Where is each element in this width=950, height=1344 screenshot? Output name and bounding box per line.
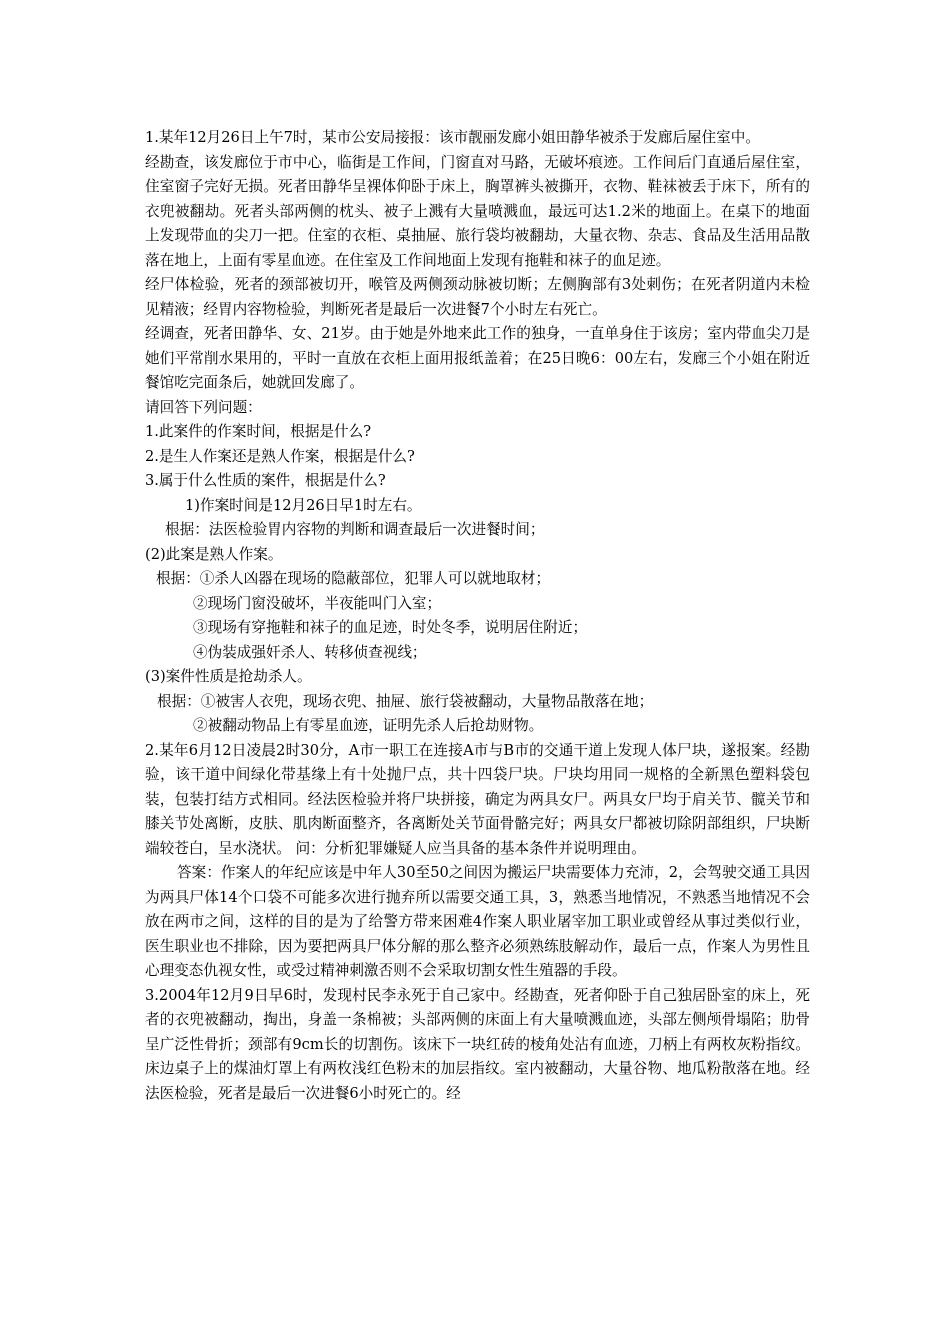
answer-2-basis-3: ③现场有穿拖鞋和袜子的血足迹，时处冬季，说明居住附近； — [193, 619, 588, 636]
answer-2-basis-2: ②现场门窗没破坏，半夜能叫门入室； — [193, 594, 442, 612]
answer-2-basis-4: ④伪装成强奸杀人、转移侦查视线； — [193, 643, 427, 661]
question-3: 3.属于什么性质的案件，根据是什么? — [145, 472, 386, 489]
question-1: 1.此案件的作案时间，根据是什么? — [145, 423, 372, 440]
case1-autopsy: 经尸体检验，死者的颈部被切开，喉管及两侧颈动脉被切断；左侧胸部有3处刺伤；在死者阴道内未检见精液；经胃内容物检验，判断死者是最后一次进餐7个小时左右死亡。 — [145, 276, 810, 318]
answer-3-basis-1: 根据：①被害人衣兜，现场衣兜、抽屉、旅行袋被翻动，大量物品散落在地； — [157, 692, 654, 710]
case1-intro: 1.某年12月26日上午7时，某市公安局接报：该市靓丽发廊小姐田静华被杀于发廊后屋住室中。 — [145, 129, 760, 146]
case2-answer: 答案：作案人的年纪应该是中年人30至50之间因为搬运尸块需要体力充沛，2，会驾驶交通工具因为两具尸体14个口袋不可能多次进行抛弃所以需要交通工具，3，熟悉当地情况，不熟悉当地情况不会放在两市之间，这样的目的是为了给警方带来困难4作案人职业屠宰加工职业或曾经从事过类似行业，医生职业也不排除，因为要把两具尸体分解的那么整齐必须熟练肢解动作，最后一点，作案人为男性且心理变态仇视女性，或受过精神刺激否则不会采取切割女性生殖器的手段。 — [145, 864, 810, 979]
answer-1: 1)作案时间是12月26日早1时左右。 — [185, 496, 422, 514]
questions-heading: 请回答下列问题： — [145, 398, 262, 416]
document-body — [145, 126, 810, 1106]
answer-3-basis-2: ②被翻动物品上有零星血迹，证明先杀人后抢劫财物。 — [193, 717, 544, 734]
case2-description: 2.某年6月12日凌晨2时30分，A市一职工在连接A市与B市的交通干道上发现人体尸块，遂报案。经勘验，该干道中间绿化带基缘上有十处抛尸点，共十四袋尸块。尸块均用同一规格的全新黑色塑料袋包装，包装打结方式相同。经法医检验并将尸块拼接，确定为两具女尸。两具女尸均于肩关节、髋关节和膝关节处离断，皮肤、肌肉断面整齐，各离断处关节面骨骼完好；两具女尸都被切除阴部组织，尸块断端较苍白，呈水浇状。 问：分析犯罪嫌疑人应当具备的基本条件并说明理由。 — [145, 741, 810, 857]
answer-2-basis-1: 根据：①杀人凶器在现场的隐蔽部位，犯罪人可以就地取材； — [156, 570, 551, 587]
answer-2: (2)此案是熟人作案。 — [145, 545, 283, 563]
answer-3: (3)案件性质是抢劫杀人。 — [145, 668, 312, 685]
answer-1-basis: 根据：法医检验胃内容物的判断和调查最后一次进餐时间； — [165, 521, 545, 538]
case3-description: 3.2004年12月9日早6时，发现村民李永死于自己家中。经勘查，死者仰卧于自己独居卧室的床上，死者的衣兜被翻动，掏出，身盖一条棉被；头部两侧的床面上有大量喷溅血迹，头部左侧颅骨塌陷；肋骨呈广泛性骨折；颈部有9cm长的切割伤。该床下一块红砖的棱角处沾有血迹，刀柄上有两枚灰粉指纹。床边桌子上的煤油灯罩上有两枚浅红色粉末的加层指纹。室内被翻动，大量谷物、地瓜粉散落在地。经法医检验，死者是最后一次进餐6小时死亡的。经 — [145, 986, 810, 1102]
question-2: 2.是生人作案还是熟人作案，根据是什么? — [145, 447, 415, 465]
case1-background-investigation: 经调查，死者田静华、女、21岁。由于她是外地来此工作的独身，一直单身住于该房；室内带血尖刀是她们平常削水果用的，平时一直放在衣柜上面用报纸盖着；在25日晚6：00左右，发廊三个小姐在附近餐馆吃完面条后，她就回发廊了。 — [145, 325, 810, 391]
case1-scene-investigation: 经勘查，该发廊位于市中心，临街是工作间，门窗直对马路，无破坏痕迹。工作间后门直通后屋住室，住室窗子完好无损。死者田静华呈裸体仰卧于床上，胸罩裤头被撕开，衣物、鞋袜被丢于床下，所有的衣兜被翻劫。死者头部两侧的枕头、被子上溅有大量喷溅血，最远可达1.2米的地面上。在桌下的地面上发现带血的尖刀一把。住室的衣柜、桌抽屉、旅行袋均被翻劫，大量衣物、杂志、食品及生活用品散落在地上，上面有零星血迹。在住室及工作间地面上发现有拖鞋和袜子的血足迹。 — [145, 153, 810, 269]
